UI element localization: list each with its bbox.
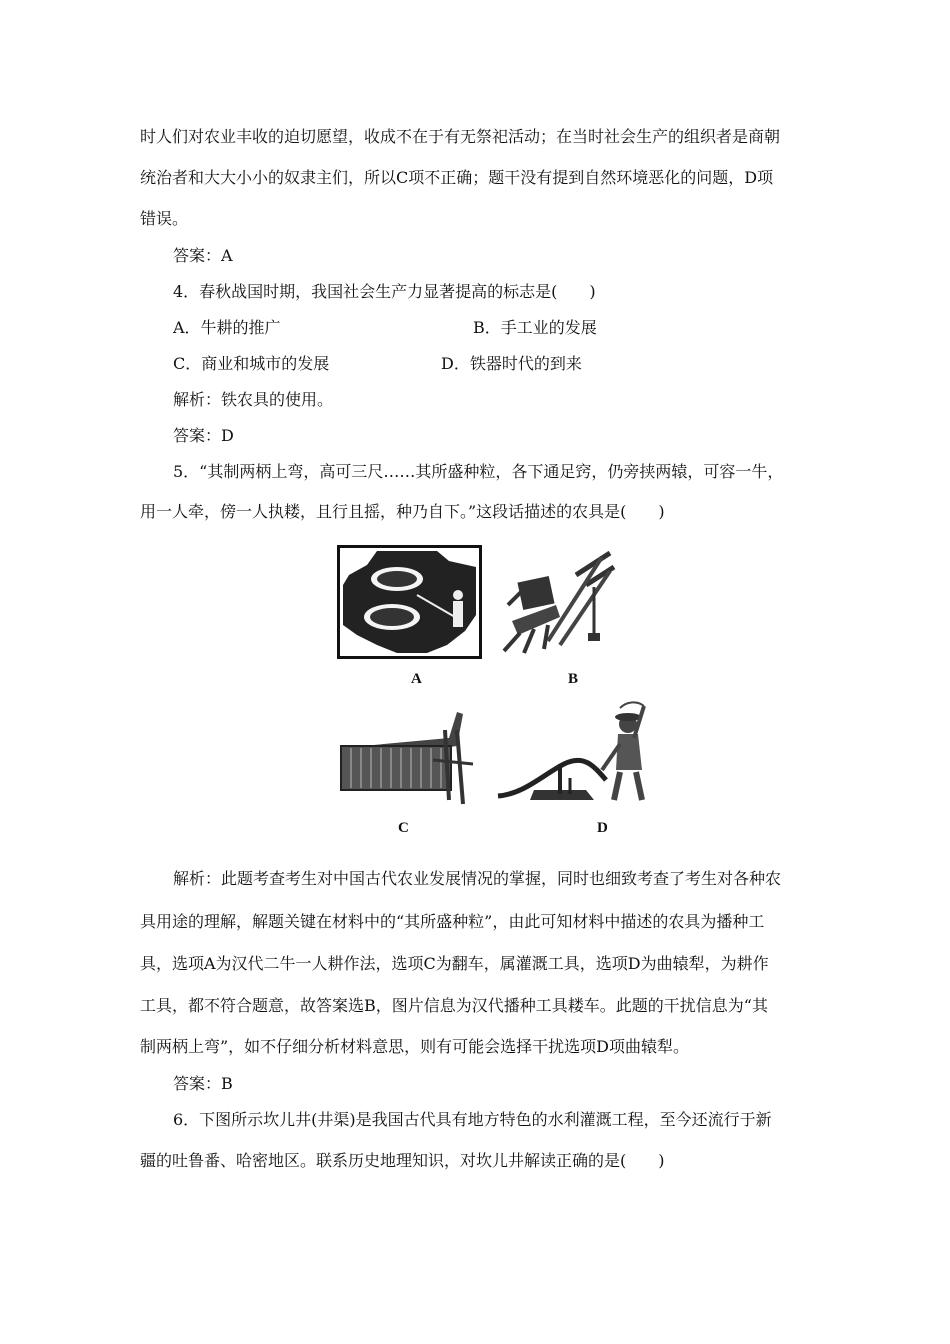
figure-c-chain-pump	[337, 700, 477, 808]
explanation-5-line1: 解析：此题考查考生对中国古代农业发展情况的掌握，同时也细致考查了考生对各种农	[173, 869, 782, 888]
text-line: 统治者和大大小小的奴隶主们，所以C项不正确；题干没有提到自然环境恶化的问题，D项	[140, 168, 774, 187]
option-4d: D．铁器时代的到来	[441, 354, 582, 373]
figure-label-a: A	[411, 671, 422, 687]
option-4b: B．手工业的发展	[473, 318, 597, 337]
answer-4: 答案：D	[173, 426, 234, 445]
explanation-4: 解析：铁农具的使用。	[173, 390, 334, 409]
explanation-5-line3: 具，选项A为汉代二牛一人耕作法，选项C为翻车，属灌溉工具，选项D为曲辕犁，为耕作	[140, 954, 769, 973]
option-4c: C．商业和城市的发展	[173, 354, 330, 373]
figure-b-seed-drill	[498, 545, 623, 659]
option-4a: A．牛耕的推广	[173, 318, 281, 337]
answer-line: 答案：A	[173, 246, 233, 265]
figure-label-c: C	[398, 820, 409, 836]
question-4: 4．春秋战国时期，我国社会生产力显著提高的标志是( )	[173, 282, 596, 301]
question-6-line1: 6．下图所示坎儿井(井渠)是我国古代具有地方特色的水利灌溉工程，至今还流行于新	[173, 1110, 772, 1129]
figure-a-ox-plough-relief	[337, 545, 482, 659]
answer-5: 答案：B	[173, 1074, 233, 1093]
figure-label-d: D	[597, 820, 608, 836]
text-line: 错误。	[140, 209, 189, 228]
question-5-line2: 用一人牵，傍一人执耧，且行且摇，种乃自下。”这段话描述的农具是( )	[140, 502, 665, 521]
question-6-line2: 疆的吐鲁番、哈密地区。联系历史地理知识，对坎儿井解读正确的是( )	[140, 1151, 665, 1170]
text-line: 时人们对农业丰收的迫切愿望，收成不在于有无祭祀活动；在当时社会生产的组织者是商朝	[140, 127, 781, 146]
explanation-5-line2: 具用途的理解，解题关键在材料中的“其所盛种粒”，由此可知材料中描述的农具为播种工	[140, 912, 765, 931]
explanation-5-line4: 工具，都不符合题意，故答案选B，图片信息为汉代播种工具耧车。此题的干扰信息为“其	[140, 996, 768, 1015]
explanation-5-line5: 制两柄上弯”，如不仔细分析材料意思，则有可能会选择干扰选项D项曲辕犁。	[140, 1037, 690, 1056]
question-5-line1: 5．“其制两柄上弯，高可三尺……其所盛种粒，各下通足窍，仍旁挟两辕，可容一牛，	[173, 462, 784, 481]
figure-label-b: B	[568, 671, 579, 687]
figure-d-curved-plough	[494, 694, 656, 809]
